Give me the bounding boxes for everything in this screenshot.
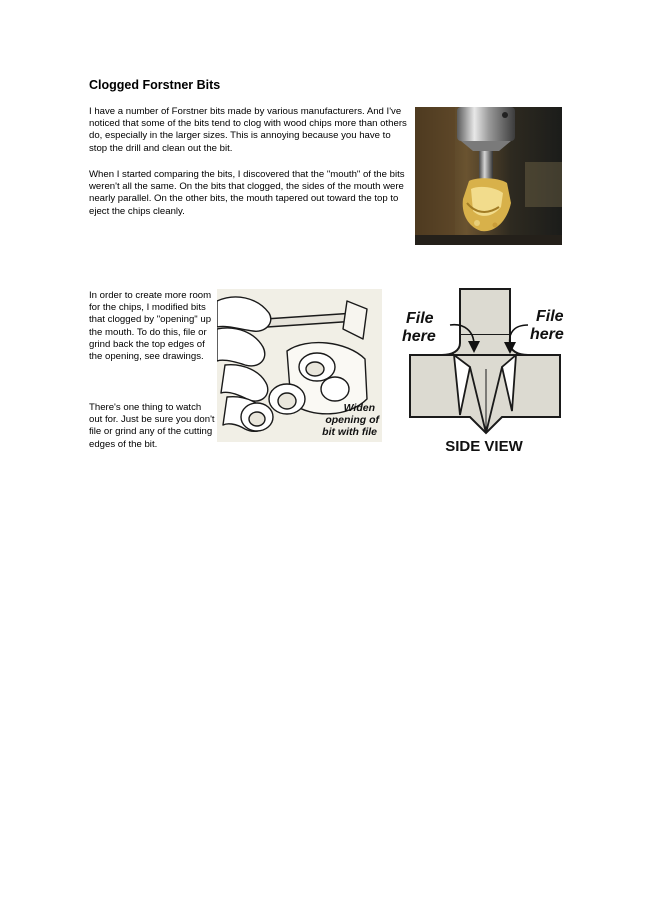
- right-file-label-line-2: here: [530, 326, 564, 343]
- comparison-paragraph: When I started comparing the bits, I discovered that the "mouth" of the bits weren't all the same. On the bits that clogged, the sides of the mouth were nearly parallel. On the other bits, the mouth tapered out toward the top to eject the chips cleanly.: [89, 169, 405, 217]
- sketch-caption-line-1: Widen: [343, 402, 375, 414]
- side-view-diagram: [398, 287, 573, 457]
- sketch-caption-line-2: opening of: [325, 414, 379, 426]
- warning-paragraph: There's one thing to watch out for. Just be sure you don't file or grind any of the cutting edges of the bit.: [89, 402, 215, 450]
- filing-bit-illustration: [217, 289, 382, 442]
- right-file-label-line-1: File: [536, 308, 564, 325]
- intro-paragraph: I have a number of Forstner bits made by various manufacturers. And I've noticed that some of the bits tend to clog with wood chips more than others do, especially in the larger sizes. This is annoying because you have to stop the drill and clean out the bit.: [89, 106, 407, 154]
- side-view-caption: SIDE VIEW: [445, 438, 523, 455]
- modification-paragraph: In order to create more room for the chips, I modified bits that clogged by "opening" up the mouth. To do this, file or grind back the top edges of the opening, see drawings.: [89, 290, 212, 363]
- forstner-bit-photo: [415, 107, 562, 245]
- article-title: Clogged Forstner Bits: [89, 78, 221, 92]
- left-file-label-line-1: File: [406, 310, 434, 327]
- sketch-caption-line-3: bit with file: [322, 426, 377, 438]
- left-file-label-line-2: here: [402, 328, 436, 345]
